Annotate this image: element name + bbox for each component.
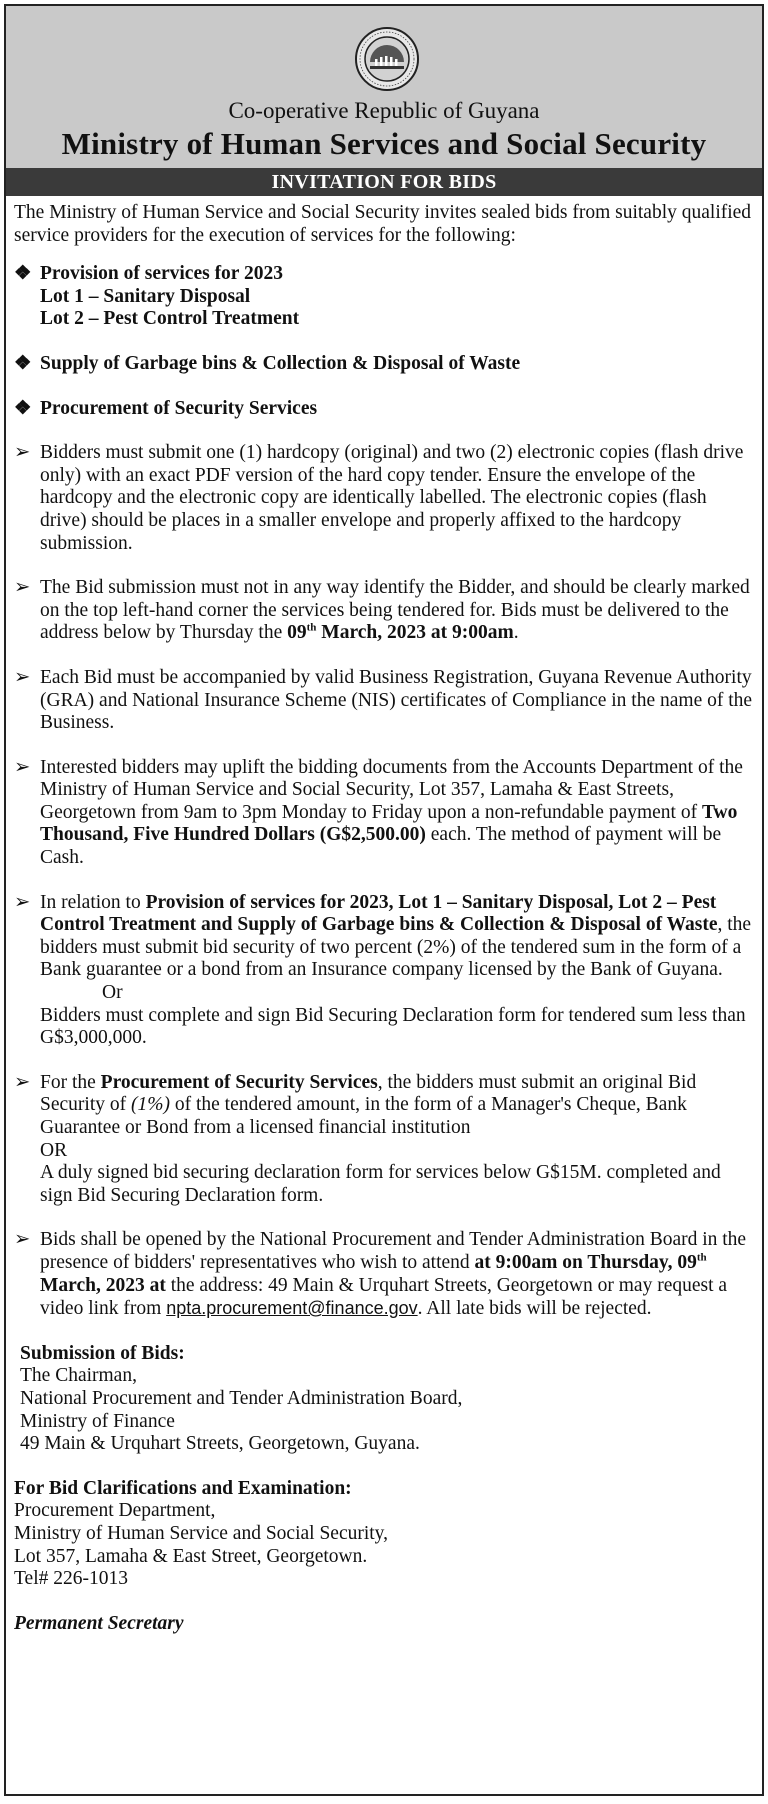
service-item-1-lot-1: Lot 1 – Sanitary Disposal	[40, 285, 251, 307]
service-item-1-lot-2: Lot 2 – Pest Control Treatment	[40, 308, 300, 330]
clarifications-heading: For Bid Clarifications and Examination:	[14, 1477, 352, 1499]
bullet-text-part: Bids shall be opened by the National Procurement and Tender Administration Board in the presence of bidders' representatives who wish to attend	[40, 1229, 747, 1273]
service-item-1	[14, 263, 754, 331]
clarifications-block	[14, 1478, 754, 1591]
fee-amount: Two Thousand, Five Hundred Dollars (G$2,500.00)	[40, 801, 738, 846]
bullet-identification	[14, 577, 754, 645]
country-name: Co-operative Republic of Guyana	[228, 98, 540, 123]
bullet-text: A duly signed bid securing declaration form for services below G$15M. completed and sign Bid Securing Declaration form.	[40, 1162, 721, 1206]
arrow-bullet-icon: ➢	[14, 1229, 31, 1251]
bullet-text	[40, 1229, 754, 1320]
submission-line: Ministry of Finance	[20, 1410, 175, 1432]
bullet-bid-opening	[14, 1229, 754, 1320]
opening-date: March, 2023 at	[40, 1274, 166, 1296]
bullet-content	[40, 1072, 754, 1208]
arrow-bullet-icon: ➢	[14, 756, 31, 778]
bullet-text-part: each. The method of payment will be Cash.	[40, 824, 722, 869]
clarifications-line: Lot 357, Lamaha & East Street, Georgetown.	[14, 1545, 368, 1567]
deadline-date: March, 2023 at 9:00am	[316, 622, 514, 644]
bullet-text	[40, 892, 754, 982]
opening-time: at 9:00am on Thursday, 09	[474, 1251, 697, 1273]
service-item-2	[14, 353, 754, 376]
security-services-reference: Procurement of Security Services	[100, 1071, 378, 1093]
bullet-bidding-documents	[14, 757, 754, 870]
bullet-text-part: the address: 49 Main & Urquhart Streets, Georgetown or may request a video link from	[40, 1274, 728, 1320]
bullet-text-part: . All late bids will be rejected.	[417, 1298, 652, 1320]
bullet-certificates	[14, 667, 754, 735]
submission-heading: Submission of Bids:	[20, 1342, 185, 1364]
title-banner: INVITATION FOR BIDS	[6, 168, 762, 196]
deadline-day: 09	[287, 622, 307, 644]
bullet-text-part: of the tendered amount, in the form of a Manager's Cheque, Bank Guarantee or Bond from a licensed financial institution	[40, 1094, 687, 1138]
security-percentage: (1%)	[130, 1094, 170, 1116]
header	[6, 6, 762, 168]
bullet-text	[40, 577, 754, 645]
arrow-bullet-icon: ➢	[14, 442, 31, 464]
bullet-bid-security-security-services	[14, 1072, 754, 1208]
service-item-3-title: Procurement of Security Services	[40, 397, 318, 419]
bullet-text: Each Bid must be accompanied by valid Business Registration, Guyana Revenue Authority (GRA) and National Insurance Scheme (NIS) certificates of Compliance in the name of the Business.	[40, 666, 753, 734]
bullet-text-part: Interested bidders may uplift the bidding documents from the Accounts Department of the Ministry of Human Service and Social Security, Lot 357, Lamaha & East Streets, Georgetown from 9am to 3pm Monday to Friday upon a non-refundable payment of	[40, 756, 743, 823]
procurement-email-link[interactable]: npta.procurement@finance.gov	[166, 1298, 418, 1319]
intro-paragraph: The Ministry of Human Service and Social Security invites sealed bids from suitably qualified service providers for the execution of services for the following:	[14, 202, 752, 246]
arrow-bullet-icon: ➢	[14, 577, 31, 599]
bullet-bid-security-lots	[14, 892, 754, 1050]
clarifications-line: Ministry of Human Service and Social Security,	[14, 1522, 389, 1544]
submission-line: 49 Main & Urquhart Streets, Georgetown, Guyana.	[20, 1433, 420, 1455]
lots-reference: Provision of services for 2023, Lot 1 – Sanitary Disposal, Lot 2 – Pest Control Treatment and Supply of Garbage bins & Collection & Disposal of Waste	[40, 891, 718, 936]
arrow-bullet-icon: ➢	[14, 891, 31, 913]
or-separator: Or	[102, 982, 123, 1004]
bullet-text	[40, 757, 764, 870]
bullet-submission-copies	[14, 442, 754, 555]
bullet-text	[40, 1072, 754, 1140]
arrow-bullet-icon: ➢	[14, 666, 31, 688]
bullet-text-part: , the bidders must submit bid security of two percent (2%) of the tendered sum in the form of a Bank guarantee or a bond from an Insurance company licensed by the Bank of Guyana.	[40, 914, 752, 981]
clarifications-line: Tel# 226-1013	[14, 1568, 128, 1590]
bullet-text: Bidders must complete and sign Bid Securing Declaration form for tendered sum less than G$3,000,000.	[40, 1004, 746, 1049]
opening-suffix: th	[696, 1251, 707, 1264]
bullet-text-part: , the bidders must submit an original Bid Security of	[40, 1071, 697, 1116]
arrow-bullet-icon: ➢	[14, 1071, 31, 1093]
bullet-text-part: .	[513, 622, 519, 644]
bullet-content	[40, 892, 754, 1050]
service-item-1-title: Provision of services for 2023	[40, 263, 283, 285]
diamond-bullet-icon: ❖	[14, 352, 32, 374]
deadline-suffix: th	[306, 621, 317, 634]
submission-line: The Chairman,	[20, 1365, 137, 1387]
submission-block	[14, 1343, 754, 1456]
bullet-text-part: In relation to	[40, 891, 146, 913]
notice-page	[4, 4, 764, 1796]
bullet-text-part: For the	[40, 1071, 101, 1093]
submission-line: National Procurement and Tender Administration Board,	[20, 1387, 463, 1409]
or-separator: OR	[40, 1139, 68, 1161]
bullet-text-part: The Bid submission must not in any way identify the Bidder, and should be clearly marked on the top left-hand corner the services being tendered for. Bids must be delivered to the address below by Thursday the	[40, 577, 750, 644]
clarifications-line: Procurement Department,	[14, 1500, 216, 1522]
notice-body	[6, 196, 762, 1635]
ministry-name: Ministry of Human Services and Social Security	[61, 126, 707, 161]
diamond-bullet-icon: ❖	[14, 397, 32, 419]
ministry-seal-icon	[354, 26, 420, 92]
service-item-2-title: Supply of Garbage bins & Collection & Disposal of Waste	[40, 352, 521, 374]
bullet-text: Bidders must submit one (1) hardcopy (original) and two (2) electronic copies (flash drive only) with an exact PDF version of the hard copy tender. Ensure the envelope of the hardcopy and the electronic copy are identically labelled. The electronic copies (flash drive) should be places in a smaller envelope and properly affixed to the hardcopy submission.	[40, 442, 744, 554]
service-item-3	[14, 398, 754, 421]
diamond-bullet-icon: ❖	[14, 263, 32, 285]
signature: Permanent Secretary	[14, 1612, 184, 1634]
